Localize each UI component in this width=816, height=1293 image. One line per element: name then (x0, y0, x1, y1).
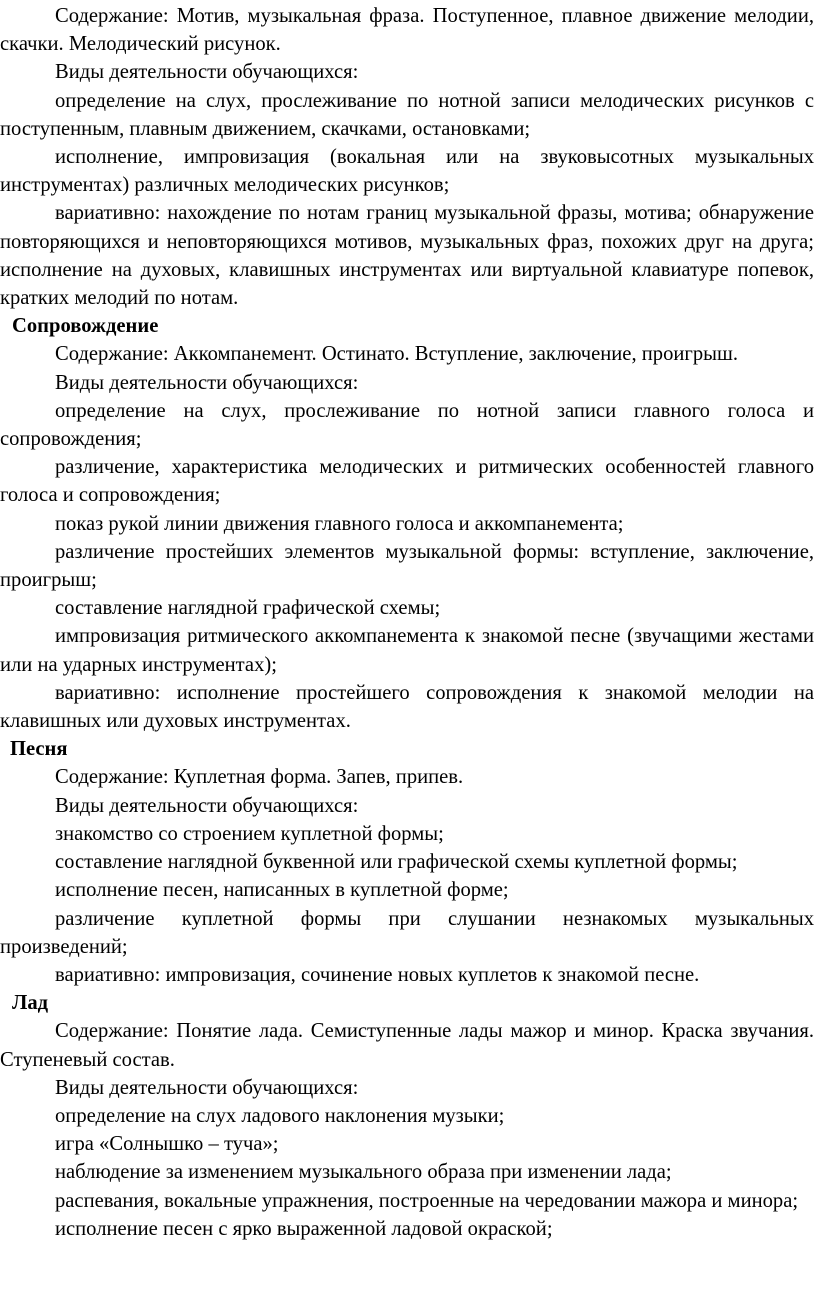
mode-item-1: определение на слух ладового наклонения музыки; (55, 1104, 505, 1127)
accompaniment-content: Содержание: Аккомпанемент. Остинато. Вступление, заключение, проигрыш. (55, 343, 738, 366)
mode-item-3: наблюдение за изменением музыкального образа при изменении лада; (55, 1161, 672, 1184)
mode-item-4: распевания, вокальные упражнения, построенные на чередовании мажора и минора; (55, 1189, 799, 1212)
accompaniment-item-1: определение на слух, прослеживание по нотной записи главного голоса и сопровождения; (0, 399, 814, 451)
mode-item-2: игра «Солнышко – туча»; (55, 1133, 279, 1156)
song-activities-title: Виды деятельности обучающихся: (55, 794, 359, 817)
song-content: Содержание: Куплетная форма. Запев, припев. (55, 766, 464, 789)
accompaniment-item-6: импровизация ритмического аккомпанемента к знакомой песне (звучащими жестами или на ударных инструментах); (0, 625, 814, 676)
accompaniment-item-5: составление наглядной графической схемы; (55, 597, 441, 620)
accompaniment-item-4: различение простейших элементов музыкальной формы: вступление, заключение, проигрыш; (0, 540, 814, 592)
song-item-1: знакомство со строением куплетной формы; (55, 822, 444, 845)
song-heading: Песня (10, 738, 68, 761)
song-item-2: составление наглядной буквенной или графической схемы куплетной формы; (55, 851, 738, 874)
motif-content: Содержание: Мотив, музыкальная фраза. Поступенное, плавное движение мелодии, скачки. Мелодический рисунок. (0, 5, 814, 56)
motif-item-2: исполнение, импровизация (вокальная или на звуковысотных музыкальных инструментах) различных мелодических рисунков; (0, 146, 814, 197)
mode-heading: Лад (12, 992, 49, 1015)
mode-item-5: исполнение песен с ярко выраженной ладовой окраской; (55, 1217, 553, 1240)
motif-item-3: вариативно: нахождение по нотам границ музыкальной фразы, мотива; обнаружение повторяющихся и неповторяющихся мотивов, музыкальных фраз, похожих друг на друга; исполнение на духовых, клавишных инструментах или виртуальной клавиатуре попевок, кратких мелодий по нотам. (0, 202, 814, 310)
accompaniment-item-2: различение, характеристика мелодических и ритмических особенностей главного голоса и сопровождения; (0, 456, 814, 507)
accompaniment-heading: Сопровождение (12, 315, 159, 338)
accompaniment-item-3: показ рукой линии движения главного голоса и аккомпанемента; (55, 512, 624, 535)
mode-content: Содержание: Понятие лада. Семиступенные лады мажор и минор. Краска звучания. Ступеневый состав. (0, 1020, 814, 1071)
accompaniment-activities-title: Виды деятельности обучающихся: (55, 371, 359, 394)
song-item-4: различение куплетной формы при слушании незнакомых музыкальных произведений; (0, 907, 814, 958)
song-item-3: исполнение песен, написанных в куплетной форме; (55, 879, 509, 902)
song-item-5: вариативно: импровизация, сочинение новых куплетов к знакомой песне. (55, 963, 700, 986)
accompaniment-item-7: вариативно: исполнение простейшего сопровождения к знакомой мелодии на клавишных или духовых инструментах. (0, 681, 814, 733)
motif-activities-title: Виды деятельности обучающихся: (55, 61, 359, 84)
motif-item-1: определение на слух, прослеживание по нотной записи мелодических рисунков с поступенным, плавным движением, скачками, остановками; (0, 89, 814, 140)
mode-activities-title: Виды деятельности обучающихся: (55, 1076, 359, 1099)
